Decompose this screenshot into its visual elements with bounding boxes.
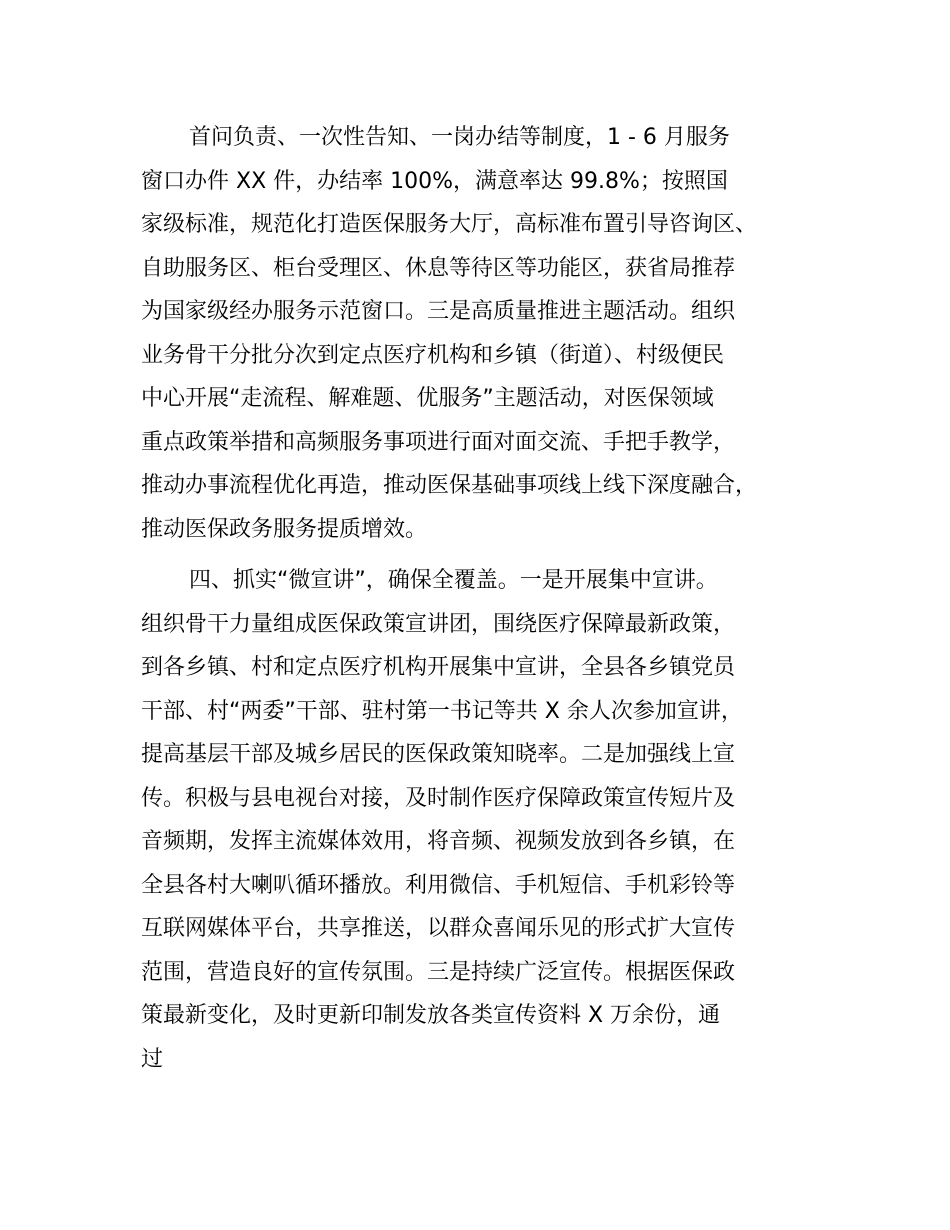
text-line: 四、抓实“微宣讲”，确保全覆盖。一是开展集中宣讲。 [189, 568, 718, 593]
text-line: 干部、村“两委”干部、驻村第一书记等共 X 余人次参加宣讲， [141, 698, 743, 724]
text-line: 传。积极与县电视台对接，及时制作医疗保障政策宣传短片及 [141, 785, 736, 811]
text-line: 范围，营造良好的宣传氛围。三是持续广泛宣传。根据医保政 [141, 959, 736, 985]
text-line: 提高基层干部及城乡居民的医保政策知晓率。二是加强线上宣 [141, 742, 736, 767]
text-line: 全县各村大喇叭循环播放。利用微信、手机短信、手机彩铃等 [141, 872, 736, 898]
text-line: 业务骨干分批分次到定点医疗机构和乡镇（街道）、村级便民 [141, 342, 725, 368]
text-line: 自助服务区、柜台受理区、休息等待区等功能区，获省局推荐 [141, 255, 736, 281]
paragraph-micro-lecture [141, 559, 841, 1081]
text-line: 到各乡镇、村和定点医疗机构开展集中宣讲，全县各乡镇党员 [141, 655, 736, 680]
text-line: 首问负责、一次性告知、一岗办结等制度，1 - 6 月服务 [189, 125, 730, 150]
paragraph-service-window [141, 116, 841, 551]
text-line: 策最新变化，及时更新印制发放各类宣传资料 X 万余份，通 [141, 1003, 721, 1028]
text-line: 推动医保政务服务提质增效。 [141, 516, 428, 542]
text-line: 推动办事流程优化再造，推动医保基础事项线上线下深度融合， [141, 473, 758, 498]
text-line: 音频期，发挥主流媒体效用，将音频、视频发放到各乡镇，在 [141, 829, 736, 854]
text-line: 过 [141, 1046, 164, 1072]
text-line: 窗口办件 XX 件，办结率 100%，满意率达 99.8%；按照国 [141, 168, 728, 194]
text-line: 家级标准，规范化打造医保服务大厅，高标准布置引导咨询区、 [141, 212, 758, 237]
text-line: 重点政策举措和高频服务事项进行面对面交流、手把手教学， [141, 429, 736, 455]
text-line: 中心开展“走流程、解难题、优服务”主题活动，对医保领域 [141, 386, 714, 411]
text-line: 组织骨干力量组成医保政策宣讲团，围绕医疗保障最新政策， [141, 611, 736, 637]
text-line: 为国家级经办服务示范窗口。三是高质量推进主题活动。组织 [141, 299, 736, 324]
text-line: 互联网媒体平台，共享推送，以群众喜闻乐见的形式扩大宣传 [141, 916, 736, 941]
